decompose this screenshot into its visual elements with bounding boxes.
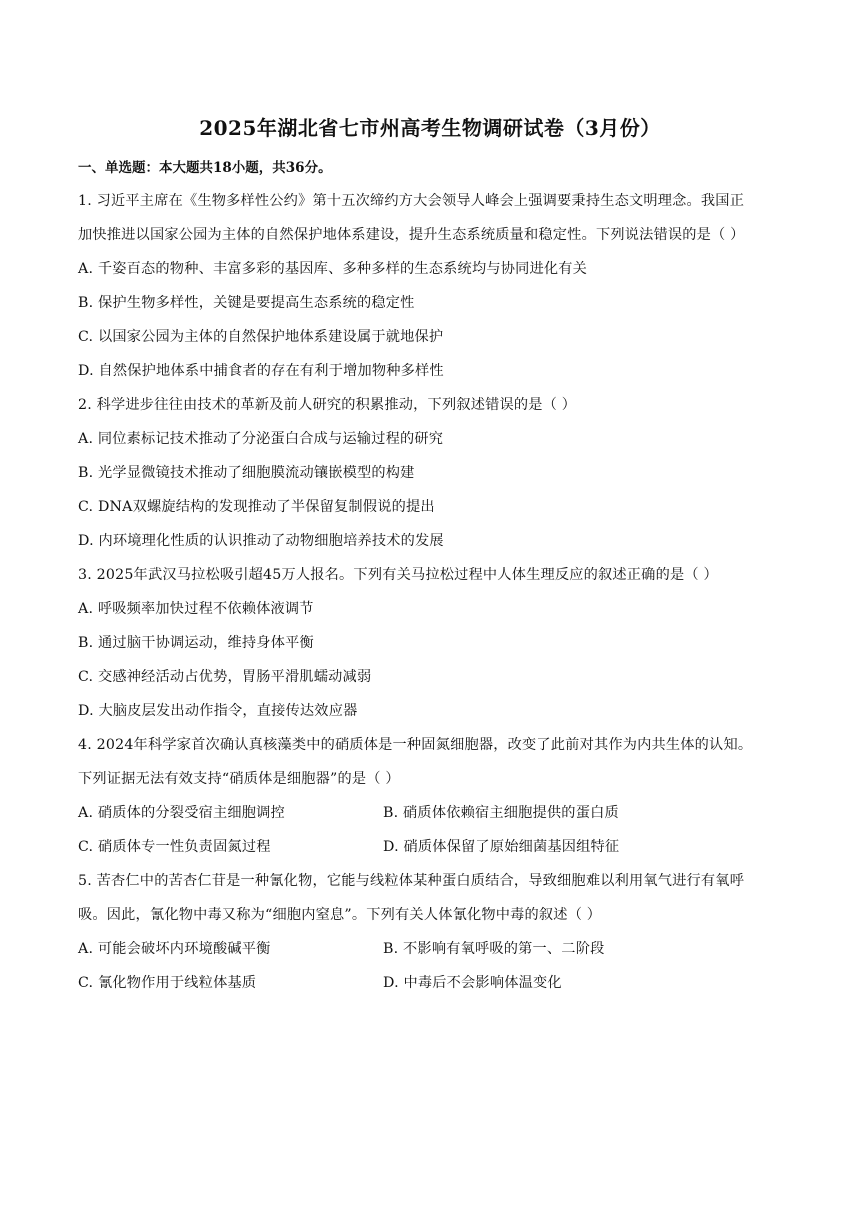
q1-option-c: C. 以国家公园为主体的自然保护地体系建设属于就地保护 <box>78 329 444 345</box>
q4-option-d: D. 硝质体保留了原始细菌基因组特征 <box>383 839 620 855</box>
q5-option-d: D. 中毒后不会影响体温变化 <box>383 975 562 991</box>
q2-stem: 2. 科学进步往往由技术的革新及前人研究的积累推动，下列叙述错误的是（ ） <box>78 397 577 413</box>
q4-stem-line2: 下列证据无法有效支持“硝质体是细胞器”的是（ ） <box>78 771 400 787</box>
q1-option-a: A. 千姿百态的物种、丰富多彩的基因库、多种多样的生态系统均与协同进化有关 <box>78 261 588 277</box>
q3-option-c: C. 交感神经活动占优势，胃肠平滑肌蠕动减弱 <box>78 669 372 685</box>
q3-option-a: A. 呼吸频率加快过程不依赖体液调节 <box>78 601 314 617</box>
section-heading: 一、单选题：本大题共18小题，共36分。 <box>78 160 332 176</box>
q5-stem-line2: 吸。因此，氰化物中毒又称为“细胞内窒息”。下列有关人体氰化物中毒的叙述（ ） <box>78 907 602 923</box>
q2-option-a: A. 同位素标记技术推动了分泌蛋白合成与运输过程的研究 <box>78 431 444 447</box>
q3-stem: 3. 2025年武汉马拉松吸引超45万人报名。下列有关马拉松过程中人体生理反应的叙述正确的是（ ） <box>78 567 718 583</box>
q4-option-a: A. 硝质体的分裂受宿主细胞调控 <box>78 805 285 821</box>
q3-option-b: B. 通过脑干协调运动，维持身体平衡 <box>78 635 314 651</box>
q5-option-b: B. 不影响有氧呼吸的第一、二阶段 <box>383 941 605 957</box>
q4-option-c: C. 硝质体专一性负责固氮过程 <box>78 839 271 855</box>
exam-title: 2025年湖北省七市州高考生物调研试卷（3月份） <box>199 116 661 140</box>
q2-option-d: D. 内环境理化性质的认识推动了动物细胞培养技术的发展 <box>78 533 444 549</box>
q5-stem-line1: 5. 苦杏仁中的苦杏仁苷是一种氰化物，它能与线粒体某种蛋白质结合，导致细胞难以利用氧气进行有氧呼 <box>78 873 745 889</box>
q5-option-c: C. 氰化物作用于线粒体基质 <box>78 975 257 991</box>
q1-option-b: B. 保护生物多样性，关键是要提高生态系统的稳定性 <box>78 295 415 311</box>
q2-option-c: C. DNA双螺旋结构的发现推动了半保留复制假说的提出 <box>78 499 435 515</box>
q4-option-b: B. 硝质体依赖宿主细胞提供的蛋白质 <box>383 805 619 821</box>
q1-stem-line1: 1. 习近平主席在《生物多样性公约》第十五次缔约方大会领导人峰会上强调要秉持生态文明理念。我国正 <box>78 193 745 209</box>
q5-option-a: A. 可能会破坏内环境酸碱平衡 <box>78 941 271 957</box>
q3-option-d: D. 大脑皮层发出动作指令，直接传达效应器 <box>78 703 358 719</box>
q1-stem-line2: 加快推进以国家公园为主体的自然保护地体系建设，提升生态系统质量和稳定性。下列说法错误的是（ ） <box>78 227 745 243</box>
q2-option-b: B. 光学显微镜技术推动了细胞膜流动镶嵌模型的构建 <box>78 465 415 481</box>
q1-option-d: D. 自然保护地体系中捕食者的存在有利于增加物种多样性 <box>78 363 444 379</box>
q4-stem-line1: 4. 2024年科学家首次确认真核藻类中的硝质体是一种固氮细胞器，改变了此前对其作为内共生体的认知。 <box>78 737 753 753</box>
